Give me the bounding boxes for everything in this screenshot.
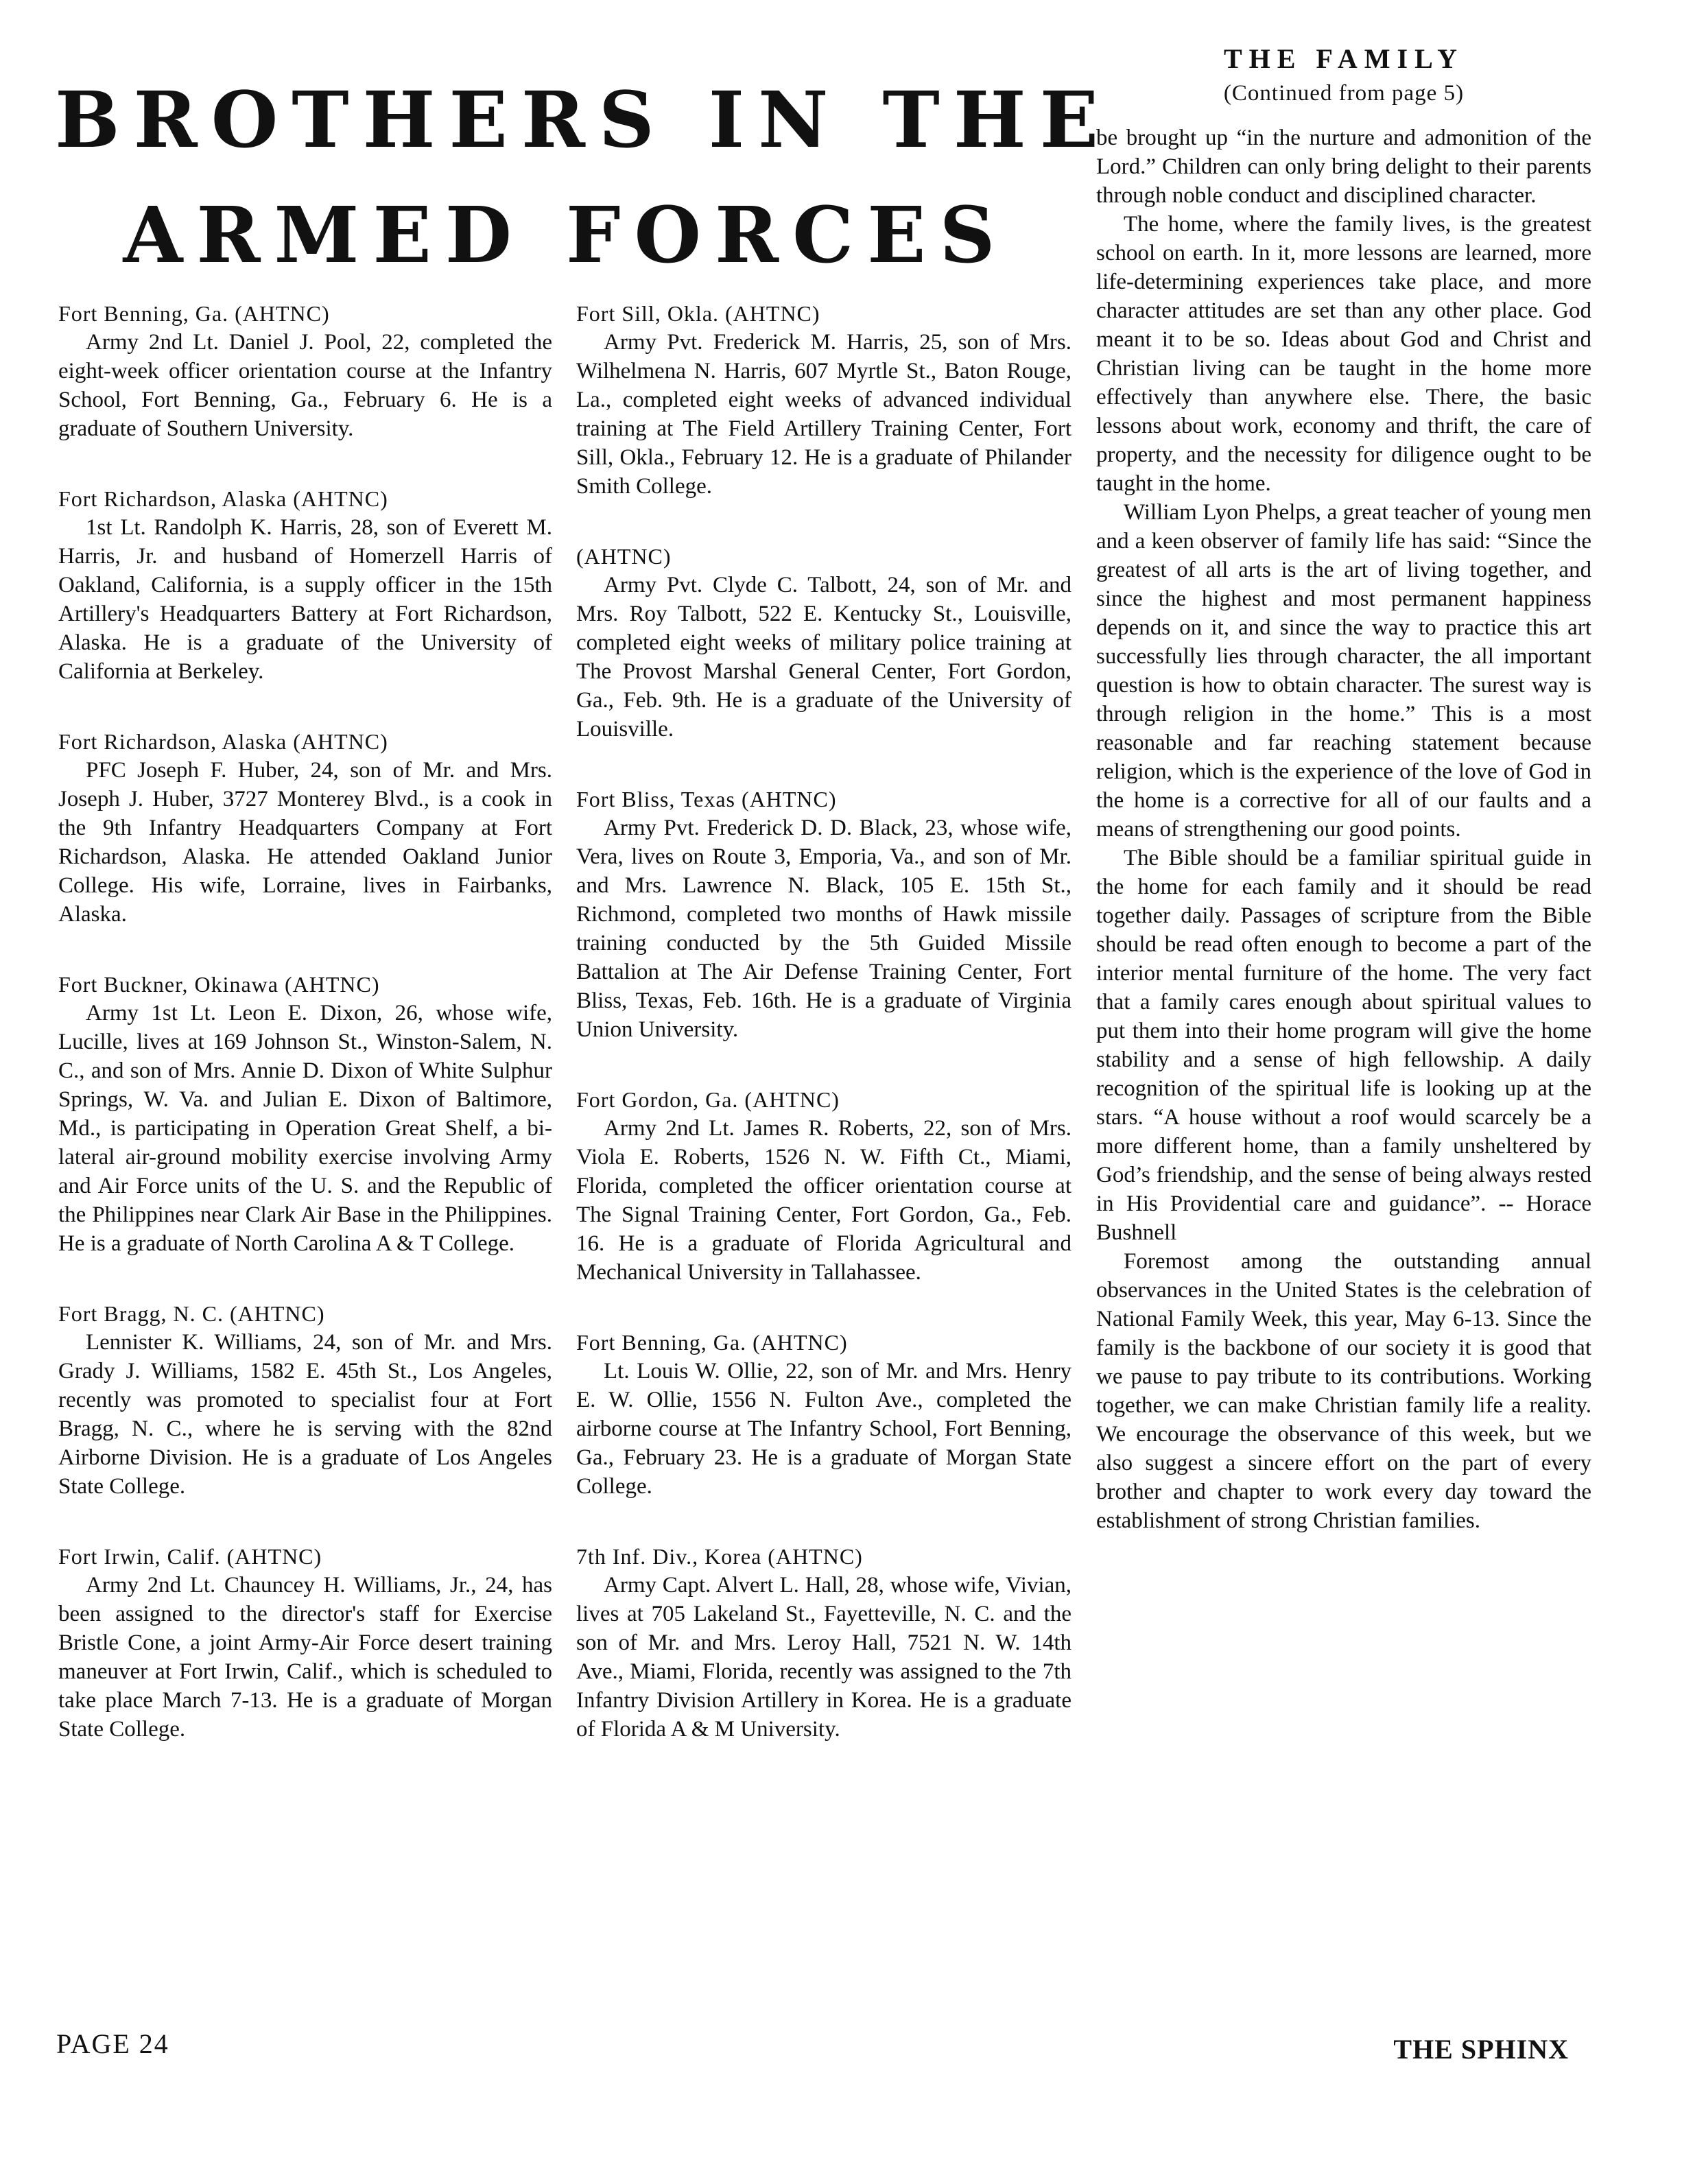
column-left [58, 299, 552, 1785]
entry-location: Fort Buckner, Okinawa (AHTNC) [58, 972, 380, 997]
family-paragraph: be brought up “in the nurture and admonition of the Lord.” Children can only bring delight to their parents through noble conduct and disciplined character. [1096, 126, 1591, 208]
page-number: PAGE 24 [56, 2028, 169, 2059]
family-paragraph: The Bible should be a familiar spiritual guide in the home for each family and it should be read together daily. Passages of scripture from the Bible should be read often enough to become a part of the interior mental furniture of the home. The very fact that a family cares enough about spiritual values to put them into their home program will give the home stability and a sense of high fellowship. A daily recognition of the spiritual life is looking up at the stars. “A house without a roof would scarcely be a more different home, than a family unsheltered by God’s friendship, and the sense of being always rested in His Providential care and guidance”. -- Horace Bushnell [1096, 846, 1591, 1245]
entry-location: (AHTNC) [576, 544, 672, 569]
news-entry [576, 299, 1071, 501]
entry-text: Army Pvt. Frederick D. D. Black, 23, whose wife, Vera, lives on Route 3, Emporia, Va., and son of Mr. and Mrs. Lawrence N. Black, 105 E. 15th St., Richmond, completed two months of Hawk missile training conducted by the 5th Guided Missile Battalion at The Air Defense Training Center, Fort Bliss, Texas, Feb. 16th. He is a graduate of Virginia Union University. [576, 816, 1071, 1042]
entry-text: Army Pvt. Clyde C. Talbott, 24, son of Mr. and Mrs. Roy Talbott, 522 E. Kentucky St., Louisville, completed eight weeks of military police training at The Provost Marshal General Center, Fort Gordon, Ga., Feb. 9th. He is a graduate of the University of Louisville. [576, 573, 1071, 741]
family-paragraph: The home, where the family lives, is the greatest school on earth. In it, more lessons are learned, more life-determining experiences take place, and more character attitudes are set than any other place. God meant it to be so. Ideas about God and Christ and Christian living can be taught in the home more effectively than anywhere else. There, the basic lessons about work, economy and thrift, the care of property, and the necessity for diligence ought to be taught in the home. [1096, 212, 1591, 496]
publication-name: THE SPHINX [1393, 2034, 1569, 2065]
family-paragraph: William Lyon Phelps, a great teacher of young men and a keen observer of family life has said: “Since the greatest of all arts is the art of living together, and since the highest and most permanent happiness depends on it, and since the way to practice this art successfully lies through character, the all important question is how to obtain character. The surest way is through religion in the home.” This is a most reasonable and far reaching statement because religion, which is the experience of the love of God in the home is a corrective for all of our faults and a means of strengthening our good points. [1096, 500, 1591, 842]
continued-note: (Continued from page 5) [1223, 81, 1465, 106]
entry-location: Fort Irwin, Calif. (AHTNC) [58, 1544, 322, 1569]
entry-location: Fort Bragg, N. C. (AHTNC) [58, 1301, 325, 1326]
entry-location: 7th Inf. Div., Korea (AHTNC) [576, 1544, 863, 1569]
entry-text: Lennister K. Williams, 24, son of Mr. and Mrs. Grady J. Williams, 1582 E. 45th St., Los Angeles, recently was promoted to specialist four at Fort Bragg, N. C., where he is serving with the 82nd Airborne Division. He is a graduate of Los Angeles State College. [58, 1330, 552, 1499]
news-entry [576, 785, 1071, 1044]
entry-location: Fort Sill, Okla. (AHTNC) [576, 301, 820, 326]
page-title-line-1: BROTHERS IN THE [55, 75, 1113, 165]
entry-location: Fort Gordon, Ga. (AHTNC) [576, 1087, 840, 1112]
news-entry [58, 299, 552, 443]
column-right [1096, 123, 1591, 1535]
column-middle [576, 299, 1071, 1785]
entry-location: Fort Richardson, Alaska (AHTNC) [58, 729, 388, 754]
entry-location: Fort Bliss, Texas (AHTNC) [576, 787, 837, 811]
entry-text: 1st Lt. Randolph K. Harris, 28, son of Everett M. Harris, Jr. and husband of Homerzell Harris of Oakland, California, is a supply officer in the 15th Artillery's Headquarters Battery at Fort Richardson, Alaska. He is a graduate of the University of California at Berkeley. [58, 515, 552, 684]
news-entry [58, 970, 552, 1258]
entry-text: PFC Joseph F. Huber, 24, son of Mr. and Mrs. Joseph J. Huber, 3727 Monterey Blvd., is a cook in the 9th Infantry Headquarters Company at Fort Richardson, Alaska. He attended Oakland Junior College. His wife, Lorraine, lives in Fairbanks, Alaska. [58, 758, 552, 927]
entry-text: Army 2nd Lt. Daniel J. Pool, 22, completed the eight-week officer orientation course at the Infantry School, Fort Benning, Ga., February 6. He is a graduate of Southern University. [58, 330, 552, 441]
news-entry [58, 1542, 552, 1744]
news-entry [58, 1299, 552, 1501]
entry-text: Army Pvt. Frederick M. Harris, 25, son of Mrs. Wilhelmena N. Harris, 607 Myrtle St., Baton Rouge, La., completed eight weeks of advanced individual training at The Field Artillery Training Center, Fort Sill, Okla., February 12. He is a graduate of Philander Smith College. [576, 330, 1071, 499]
entry-text: Army 1st Lt. Leon E. Dixon, 26, whose wife, Lucille, lives at 169 Johnson St., Winston-Salem, N. C., and son of Mrs. Annie D. Dixon of White Sulphur Springs, W. Va. and Julian E. Dixon of Baltimore, Md., is participating in Operation Great Shelf, a bi-lateral air-ground mobility exercise involving Army and Air Force units of the U. S. and the Republic of the Philippines near Clark Air Base in the Philippines. He is a graduate of North Carolina A & T College. [58, 1001, 552, 1256]
entry-text: Lt. Louis W. Ollie, 22, son of Mr. and Mrs. Henry E. W. Ollie, 1556 N. Fulton Ave., completed the airborne course at The Infantry School, Fort Benning, Ga., February 23. He is a graduate of Morgan State College. [576, 1359, 1071, 1499]
news-entry [58, 727, 552, 929]
news-entry [576, 1085, 1071, 1287]
news-entry [58, 484, 552, 686]
entry-location: Fort Richardson, Alaska (AHTNC) [58, 486, 388, 511]
entry-text: Army Capt. Alvert L. Hall, 28, whose wife, Vivian, lives at 705 Lakeland St., Fayetteville, N. C. and the son of Mr. and Mrs. Leroy Hall, 7521 N. W. 14th Ave., Miami, Florida, recently was assigned to the 7th Infantry Division Artillery in Korea. He is a graduate of Florida A & M University. [576, 1573, 1071, 1742]
entry-location: Fort Benning, Ga. (AHTNC) [576, 1330, 848, 1355]
news-entry [576, 1328, 1071, 1501]
entry-location: Fort Benning, Ga. (AHTNC) [58, 301, 330, 326]
family-paragraph: Foremost among the outstanding annual observances in the United States is the celebration of National Family Week, this year, May 6-13. Since the family is the backbone of our society it is good that we pause to pay tribute to its contributions. Working together, we can make Christian family life a reality. We encourage the observance of this week, but we also suggest a sincere effort on the part of every brother and chapter to work every day toward the establishment of strong Christian families. [1096, 1249, 1591, 1533]
news-entry [576, 1542, 1071, 1744]
page-title-line-2: ARMED FORCES [123, 191, 1009, 281]
news-entry [576, 542, 1071, 744]
family-section-heading: THE FAMILY [1223, 43, 1465, 74]
entry-text: Army 2nd Lt. Chauncey H. Williams, Jr., 24, has been assigned to the director's staff for Exercise Bristle Cone, a joint Army-Air Force desert training maneuver at Fort Irwin, Calif., which is scheduled to take place March 7-13. He is a graduate of Morgan State College. [58, 1573, 552, 1742]
entry-text: Army 2nd Lt. James R. Roberts, 22, son of Mrs. Viola E. Roberts, 1526 N. W. Fifth Ct., Miami, Florida, completed the officer orientation course at The Signal Training Center, Fort Gordon, Ga., Feb. 16. He is a graduate of Florida Agricultural and Mechanical University in Tallahassee. [576, 1116, 1071, 1285]
